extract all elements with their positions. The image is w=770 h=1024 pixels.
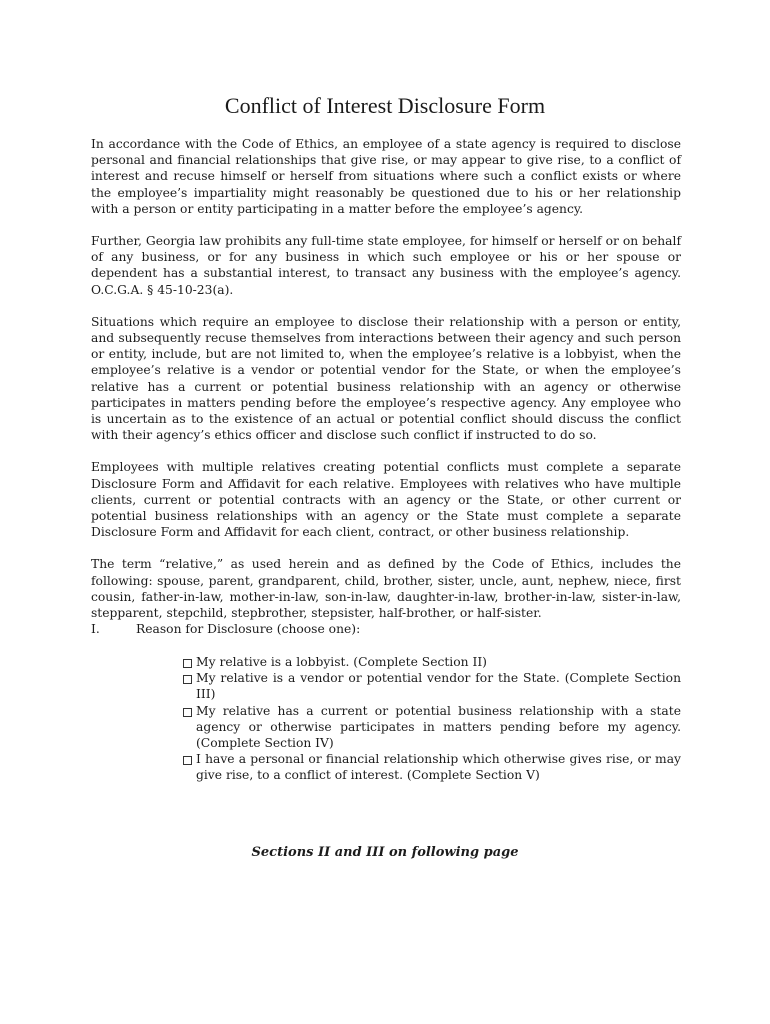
option-lobbyist[interactable]	[182, 654, 681, 670]
paragraph-multiple-relatives: Employees with multiple relatives creating potential conflicts must complete a separate Disclosure Form and Affidavit for each relative. Employees with relatives who have multiple clients, current or potential contracts with an agency or the State, or other current or potential business relationships with an agency or the State must complete a separate Disclosure Form and Affidavit for each client, contract, or other business relationship.	[91, 460, 681, 540]
checkbox-lobbyist[interactable]	[183, 659, 192, 668]
checkbox-vendor[interactable]	[183, 675, 192, 684]
section-title: Reason for Disclosure (choose one):	[136, 622, 361, 636]
disclosure-reason-options	[182, 654, 681, 784]
paragraph-georgia-law: Further, Georgia law prohibits any full-time state employee, for himself or herself or on behalf of any business, or for any business in which such employee or his or her spouse or dependent has a substantial interest, to transact any business with the employee’s agency. O.C.G.A. § 45-10-23(a).	[91, 234, 681, 297]
checkbox-business-relationship[interactable]	[183, 708, 192, 717]
intro-text	[91, 136, 681, 637]
section-number: I.	[91, 622, 100, 636]
option-label: My relative is a vendor or potential vendor for the State. (Complete Section III)	[196, 671, 681, 702]
option-label: I have a personal or financial relationship which otherwise gives rise, or may give rise, to a conflict of interest. (Complete Section V)	[196, 752, 681, 783]
option-label: My relative is a lobbyist. (Complete Section II)	[196, 655, 487, 669]
option-label: My relative has a current or potential business relationship with a state agency or otherwise participates in matters pending before my agency. (Complete Section IV)	[196, 703, 681, 751]
form-title: Conflict of Interest Disclosure Form	[224, 93, 546, 118]
checkbox-personal-relationship[interactable]	[183, 756, 192, 765]
paragraph-relative-definition: The term “relative,” as used herein and as defined by the Code of Ethics, includes the following: spouse, parent, grandparent, child, brother, sister, uncle, aunt, nephew, niece, first cousin, father-in-law, mother-in-law, son-in-law, daughter-in-law, brother-in-law, sister-in-law, stepparent, stepchild, stepbrother, stepsister, half-brother, or half-sister.	[91, 557, 681, 621]
continuation-note: Sections II and III on following page	[251, 845, 519, 860]
paragraph-situations: Situations which require an employee to disclose their relationship with a person or entity, and subsequently recuse themselves from interactions between their agency and such person or entity, include, but are not limited to, when the employee’s relative is a lobbyist, when the employee’s relative is a vendor or potential vendor for the State, or when the employee’s relative has a current or potential business relationship with an agency or otherwise participates in matters pending before the employee’s respective agency. Any employee who is uncertain as to the existence of an actual or potential conflict should discuss the conflict with their agency’s ethics officer and disclose such conflict if instructed to do so.	[91, 314, 681, 443]
section-heading	[91, 621, 360, 637]
option-vendor[interactable]	[182, 670, 681, 702]
paragraph-code-of-ethics: In accordance with the Code of Ethics, an employee of a state agency is required to disclose personal and financial relationships that give rise, or may appear to give rise, to a conflict of interest and recuse himself or herself from situations where such a conflict exists or where the employee’s impartiality might reasonably be questioned due to his or her relationship with a person or entity participating in a matter before the employee’s agency.	[91, 137, 681, 216]
option-business-relationship[interactable]	[182, 703, 681, 752]
option-personal-relationship[interactable]	[182, 751, 681, 783]
